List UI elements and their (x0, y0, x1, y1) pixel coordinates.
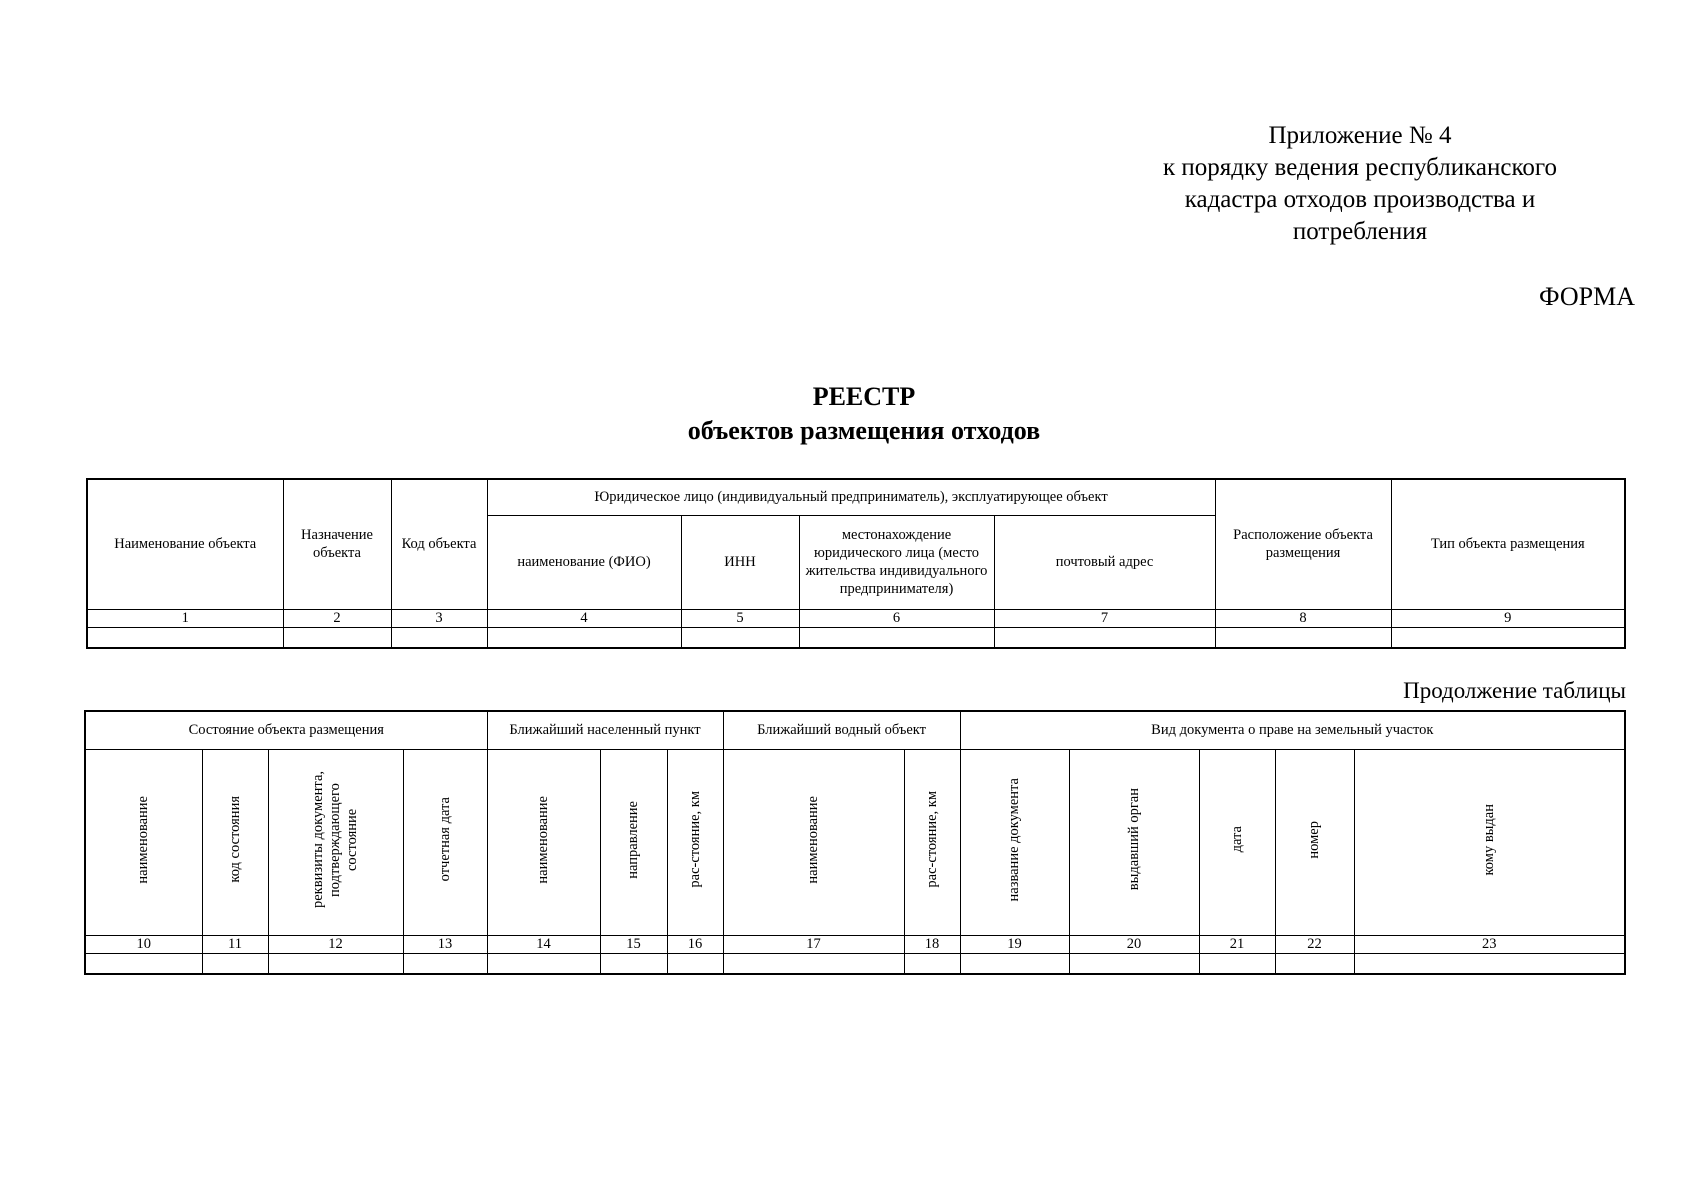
vertical-label: наименование (805, 795, 822, 884)
empty-cell (487, 627, 681, 648)
column-number: 8 (1215, 609, 1391, 627)
column-issued-to (1354, 749, 1625, 935)
vertical-label: название документа (1006, 777, 1023, 902)
appendix-block (1140, 120, 1580, 248)
title-line-1: РЕЕСТР (812, 382, 916, 411)
empty-cell (1391, 627, 1625, 648)
column-number-cell: 13 (403, 935, 487, 953)
column-number-cell: 20 (1069, 935, 1199, 953)
column-water-distance (904, 749, 960, 935)
empty-cell (681, 627, 799, 648)
column-number: 3 (391, 609, 487, 627)
header-postal-address: почтовый адрес (994, 515, 1215, 609)
column-number: 9 (1391, 609, 1625, 627)
vertical-label: наименование (535, 795, 552, 884)
column-number: 5 (681, 609, 799, 627)
column-document-name (960, 749, 1069, 935)
column-number-cell: 14 (487, 935, 600, 953)
column-number: 1 (87, 609, 283, 627)
header-inn: ИНН (681, 515, 799, 609)
column-number: 6 (799, 609, 994, 627)
empty-cell (1215, 627, 1391, 648)
empty-cell (799, 627, 994, 648)
column-number-cell: 21 (1199, 935, 1275, 953)
column-number-cell: 23 (1354, 935, 1625, 953)
header-entity-location: местонахождение юридического лица (место жительства индивидуального предпринимателя) (799, 515, 994, 609)
empty-cell (487, 953, 600, 974)
column-number (1275, 749, 1354, 935)
empty-cell (283, 627, 391, 648)
column-numbers-row (85, 935, 1625, 953)
column-number-cell: 15 (600, 935, 667, 953)
empty-cell (960, 953, 1069, 974)
empty-cell (1275, 953, 1354, 974)
empty-cell (202, 953, 268, 974)
group-nearest-settlement: Ближайший населенный пункт (487, 711, 723, 749)
column-number: 7 (994, 609, 1215, 627)
group-nearest-water: Ближайший водный объект (723, 711, 960, 749)
header-entity-name: наименование (ФИО) (487, 515, 681, 609)
continuation-label: Продолжение таблицы (1403, 678, 1626, 703)
column-number-cell: 11 (202, 935, 268, 953)
column-number-cell: 12 (268, 935, 403, 953)
empty-cell (600, 953, 667, 974)
column-issuer (1069, 749, 1199, 935)
header-object-code: Код объекта (391, 479, 487, 609)
group-land-document: Вид документа о праве на земельный участок (960, 711, 1625, 749)
empty-cell (268, 953, 403, 974)
appendix-line: Приложение № 4 (1268, 122, 1452, 149)
vertical-label: реквизиты документа, подтверждающего состояние (310, 771, 360, 908)
registry-table-continuation (84, 710, 1626, 975)
empty-cell (87, 627, 283, 648)
vertical-label: рас-стояние, км (686, 791, 703, 888)
empty-data-row (85, 953, 1625, 974)
column-state-name (85, 749, 202, 935)
header-placement-type: Тип объекта размещения (1391, 479, 1625, 609)
empty-cell (904, 953, 960, 974)
empty-cell (1199, 953, 1275, 974)
vertical-label: направление (625, 800, 642, 879)
header-object-name: Наименование объекта (87, 479, 283, 609)
column-number-cell: 22 (1275, 935, 1354, 953)
vertical-label: выдавший орган (1125, 788, 1142, 891)
column-number-cell: 16 (667, 935, 723, 953)
group-placement-state: Состояние объекта размещения (85, 711, 487, 749)
vertical-label: номер (1306, 820, 1323, 859)
column-report-date (403, 749, 487, 935)
column-number: 4 (487, 609, 681, 627)
header-object-purpose: Назначение объекта (283, 479, 391, 609)
column-number: 2 (283, 609, 391, 627)
empty-cell (994, 627, 1215, 648)
form-label: ФОРМА (1539, 282, 1635, 311)
empty-cell (403, 953, 487, 974)
empty-cell (1354, 953, 1625, 974)
empty-cell (391, 627, 487, 648)
vertical-label: дата (1228, 826, 1245, 853)
empty-cell (85, 953, 202, 974)
column-number-cell: 17 (723, 935, 904, 953)
registry-table (86, 478, 1626, 649)
column-settlement-distance (667, 749, 723, 935)
appendix-line: кадастра отходов производства и (1184, 186, 1536, 213)
document-title (0, 380, 1697, 448)
column-water-name (723, 749, 904, 935)
column-number-cell: 18 (904, 935, 960, 953)
column-state-requisites (268, 749, 403, 935)
empty-data-row (87, 627, 1625, 648)
vertical-label: кому выдан (1480, 803, 1497, 876)
title-line-2: объектов размещения отходов (687, 416, 1041, 445)
appendix-line: к порядку ведения республиканского (1163, 154, 1557, 181)
header-placement-location: Расположение объекта размещения (1215, 479, 1391, 609)
vertical-label: рас-стояние, км (923, 791, 940, 888)
appendix-line: потребления (1292, 218, 1428, 245)
column-number-cell: 19 (960, 935, 1069, 953)
vertical-label: наименование (135, 795, 152, 884)
column-numbers-row (87, 609, 1625, 627)
vertical-label: код состояния (226, 796, 243, 883)
column-number-cell: 10 (85, 935, 202, 953)
vertical-label: отчетная дата (436, 797, 453, 882)
column-settlement-name (487, 749, 600, 935)
column-direction (600, 749, 667, 935)
column-state-code (202, 749, 268, 935)
header-legal-entity: Юридическое лицо (индивидуальный предприниматель), эксплуатирующее объект (487, 479, 1215, 515)
empty-cell (723, 953, 904, 974)
empty-cell (667, 953, 723, 974)
empty-cell (1069, 953, 1199, 974)
column-date (1199, 749, 1275, 935)
